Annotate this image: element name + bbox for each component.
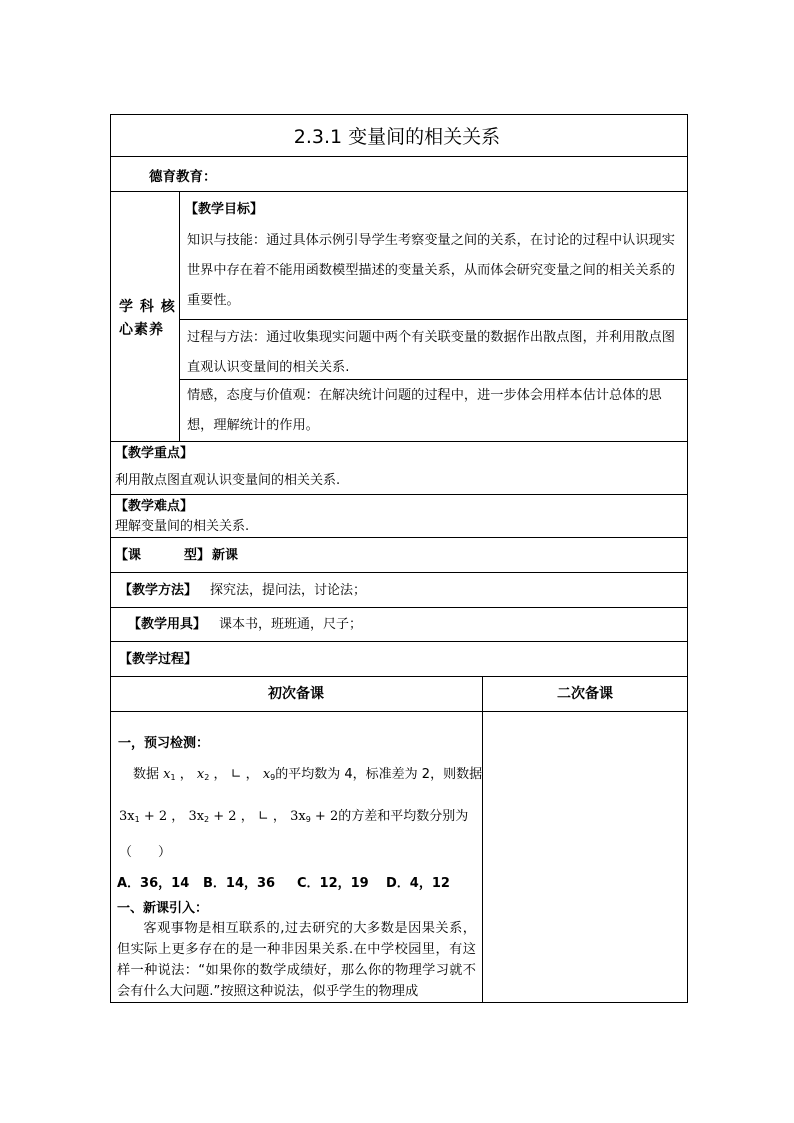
option-b: B．14，36 xyxy=(203,876,276,891)
row-divider xyxy=(110,711,688,712)
math-subscript: 1 xyxy=(170,773,176,782)
answer-parentheses: （ ） xyxy=(119,845,172,860)
core-literacy-label-line2: 心素养 xyxy=(119,322,164,338)
row-divider xyxy=(110,441,688,442)
ellipsis-glyph: ∟ xyxy=(230,767,242,782)
row-divider xyxy=(110,494,688,495)
math-var: x xyxy=(262,767,271,782)
math-var: x xyxy=(163,767,171,782)
core-literacy-label-line1: 学 科 核 xyxy=(119,299,176,315)
preview-heading: 一，预习检测： xyxy=(118,736,210,751)
key-point-content: 利用散点图直观认识变量间的相关关系. xyxy=(115,473,341,488)
key-point-heading: 【教学重点】 xyxy=(115,446,194,461)
page-title: 2.3.1 变量间的相关关系 xyxy=(293,126,501,148)
option-a: A．36，14 xyxy=(117,876,190,891)
row-divider xyxy=(110,641,688,642)
question-text: 的平均数为 4，标准差为 2，则数据 xyxy=(275,767,483,782)
option-d: D．4，12 xyxy=(386,876,450,891)
row-divider xyxy=(110,572,688,573)
row-divider xyxy=(110,676,688,677)
method-value: 探究法，提问法，讨论法； xyxy=(210,583,367,598)
math-expr: + 2 xyxy=(314,809,339,824)
row-divider xyxy=(110,191,688,192)
objective-heading: 【教学目标】 xyxy=(185,202,264,217)
intro-paragraph: 客观事物是相互联系的,过去研究的大多数是因果关系，但实际上更多存在的是一种非因果关系.在中学校园里，有这样一种说法：“如果你的数学成绩好，那么你的物理学习就不会有什么大问题.”按照这种说法，似乎学生的物理成 xyxy=(117,921,476,999)
question-line-1: 数据 $x_1$ ， $x_2$ ， ∟ ， $x_9$的平均数为 4，标准差为 2，则数据 xyxy=(133,767,483,782)
question-text: 数据 xyxy=(133,767,160,782)
column-divider xyxy=(179,191,180,441)
second-prep-column-header: 二次备课 xyxy=(557,686,613,702)
tools-heading: 【教学用具】 xyxy=(128,617,207,632)
row-divider xyxy=(179,319,688,320)
math-expr: 3x xyxy=(119,809,135,824)
lesson-type-value: 新课 xyxy=(212,548,239,563)
intro-heading: 一、新课引入： xyxy=(117,901,209,916)
math-subscript: 1 xyxy=(134,815,140,824)
question-line-2: $3x_1 + 2$ ， $3x_2 + 2$ ， ∟ ， $3x_9 + 2$的方差和平均数分别为 xyxy=(119,809,469,824)
knowledge-objective: 知识与技能：通过具体示例引导学生考察变量之间的关系，在讨论的过程中认识现实世界中存在着不能用函数模型描述的变量关系，从而体会研究变量之间的相关关系的重要性。 xyxy=(187,233,675,308)
option-c: C．12，19 xyxy=(297,876,369,891)
row-divider xyxy=(110,156,688,157)
first-prep-column-header: 初次备课 xyxy=(268,686,324,702)
moral-education-label: 德育教育： xyxy=(149,169,217,185)
math-var: x xyxy=(196,767,205,782)
row-divider xyxy=(110,537,688,538)
question-text: 的方差和平均数分别为 xyxy=(338,809,469,824)
process-objective: 过程与方法：通过收集现实问题中两个有关联变量的数据作出散点图，并利用散点图直观认识变量间的相关关系. xyxy=(187,330,675,375)
difficulty-heading: 【教学难点】 xyxy=(115,499,194,514)
method-heading: 【教学方法】 xyxy=(119,583,198,598)
difficulty-content: 理解变量间的相关关系. xyxy=(115,519,250,534)
math-expr: 3x xyxy=(188,809,205,824)
column-divider xyxy=(482,676,483,1003)
emotion-objective: 情感，态度与价值观：在解决统计问题的过程中，进一步体会用样本估计总体的思想，理解统计的作用。 xyxy=(187,388,662,433)
math-expr: + 2 xyxy=(143,809,168,824)
lesson-type-heading-right: 型】 xyxy=(184,548,211,563)
process-heading: 【教学过程】 xyxy=(119,652,198,667)
lesson-type-heading-left: 【课 xyxy=(115,548,142,563)
math-subscript: 2 xyxy=(204,815,210,824)
math-subscript: 9 xyxy=(305,815,311,824)
math-subscript: 9 xyxy=(270,773,276,782)
tools-value: 课本书，班班通，尺子； xyxy=(219,617,363,632)
row-divider xyxy=(110,607,688,608)
ellipsis-glyph: ∟ xyxy=(257,809,269,824)
math-expr: + 2 xyxy=(213,809,237,824)
math-expr: 3x xyxy=(290,809,306,824)
math-subscript: 2 xyxy=(204,773,210,782)
